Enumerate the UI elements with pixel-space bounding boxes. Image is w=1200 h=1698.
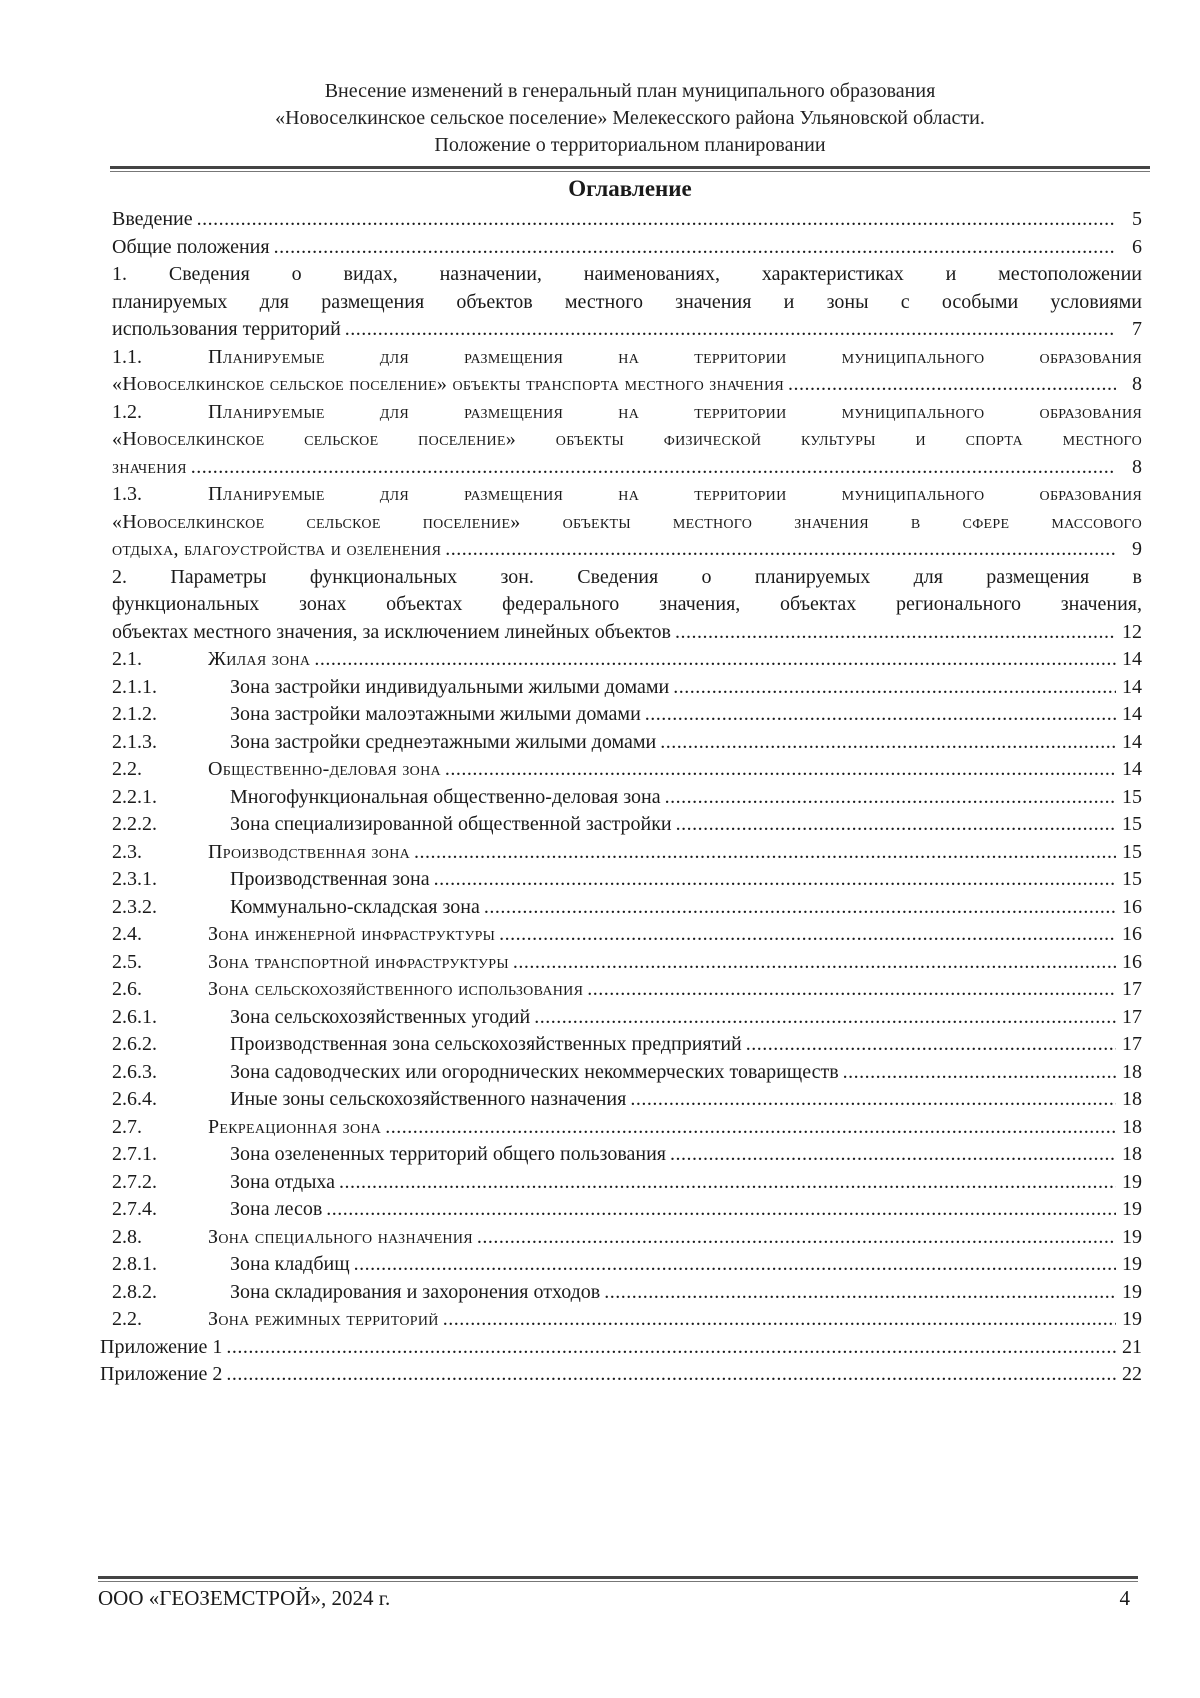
toc-page-number: 14 [1122, 675, 1142, 698]
toc-leader-dots [645, 701, 1116, 729]
toc-entry-text: Зона специализированной общественной застройки [230, 813, 672, 835]
toc-page-number: 16 [1122, 895, 1142, 918]
toc-page-number: 17 [1122, 978, 1142, 1000]
toc-page-number: 14 [1122, 730, 1142, 753]
document-header [110, 78, 1150, 159]
toc-entry-text: Приложение 1 [100, 1335, 223, 1358]
toc-entry-appendix-1[interactable] [100, 1334, 1142, 1362]
toc-page-number: 14 [1122, 703, 1142, 725]
toc-entry-number: 2.2.2. [112, 813, 157, 835]
toc-page-number: 17 [1122, 1005, 1142, 1028]
toc-page-number: 22 [1122, 1363, 1142, 1385]
toc-leader-dots [226, 1361, 1116, 1389]
toc-entry-number: 2.6. [112, 978, 142, 1000]
toc-entry-text: Зона отдыха [230, 1170, 336, 1193]
toc-entry-line: планируемых для размещения объектов местного значения и зоны с особыми условиями [112, 290, 1142, 313]
toc-leader-dots [385, 1114, 1116, 1142]
toc-leader-dots [274, 234, 1116, 262]
header-line-2: «Новоселкинское сельское поселение» Мелекесского района Ульяновской области. [275, 107, 985, 129]
toc-entry-text: Зона застройки среднеэтажными жилыми домами [230, 730, 657, 753]
toc-entry-number: 2.6.2. [112, 1033, 157, 1055]
toc-page-number: 19 [1122, 1253, 1142, 1275]
toc-entry-number: 2.3. [112, 840, 142, 863]
toc-entry-text: Производственная зона [208, 840, 411, 863]
toc-entry-number: 2.7. [112, 1115, 142, 1138]
toc-entry-number: 2.7.4. [112, 1198, 157, 1220]
toc-entry-text: Зона сельскохозяйственных угодий [230, 1005, 531, 1028]
toc-page-number: 12 [1122, 620, 1142, 643]
toc-entry[interactable] [112, 1059, 1142, 1087]
toc-entry-text: Приложение 2 [100, 1363, 223, 1385]
toc-entry-text: Зона застройки малоэтажными жилыми домами [230, 703, 641, 725]
toc-entry[interactable] [112, 949, 1142, 977]
toc-entry[interactable] [112, 811, 1142, 839]
toc-page-number: 14 [1122, 758, 1142, 780]
toc-entry-number: 2.7.1. [112, 1143, 157, 1165]
toc-leader-dots [477, 1224, 1116, 1252]
toc-entry[interactable] [112, 1004, 1142, 1032]
toc-entry-text: Зона озелененных территорий общего пользования [230, 1143, 667, 1165]
header-line-1: Внесение изменений в генеральный план муниципального образования [324, 80, 936, 102]
toc-page-number: 15 [1122, 785, 1142, 808]
toc-entry-text: Многофункциональная общественно-деловая зона [230, 785, 661, 808]
toc-entry-line: Планируемые для размещения на территории муниципального образования [208, 400, 1142, 423]
toc-entry-number: 2.1. [112, 648, 142, 670]
toc-entry-number: 2.1.3. [112, 730, 157, 753]
toc-entry-text: Общественно-деловая зона [208, 758, 441, 780]
toc-leader-dots [675, 619, 1116, 647]
header-rule [110, 166, 1150, 172]
footer-page-number: 4 [1119, 1586, 1130, 1610]
toc-page-number: 15 [1122, 840, 1142, 863]
toc-entry-number: 2.8.2. [112, 1280, 157, 1303]
toc-page-number: 8 [1132, 373, 1142, 395]
toc-leader-dots [788, 371, 1116, 399]
toc-entry-line: «Новоселкинское сельское поселение» объекты физической культуры и спорта местного [112, 428, 1142, 450]
toc-entry-section-1-1[interactable] [112, 344, 1142, 399]
toc-entry-number: 2.6.4. [112, 1088, 157, 1110]
toc-entry[interactable] [112, 646, 1142, 674]
toc-leader-dots [665, 784, 1116, 812]
toc-entry-general[interactable] [112, 234, 1142, 262]
toc-page-number: 19 [1122, 1280, 1142, 1303]
toc-entry-text: Жилая зона [208, 648, 311, 670]
toc-page-number: 15 [1122, 868, 1142, 890]
toc-entry-line: 1. Сведения о видах, назначении, наименованиях, характеристиках и местоположении [112, 263, 1142, 285]
toc-entry-line: функциональных зонах объектах федерального значения, объектах регионального значения, [112, 593, 1142, 615]
toc-leader-dots [513, 949, 1116, 977]
toc-entry-text: Введение [112, 208, 193, 230]
toc-leader-dots [339, 1169, 1116, 1197]
toc-entry-number: 2.6.3. [112, 1060, 157, 1083]
toc-entry-number: 2.7.2. [112, 1170, 157, 1193]
toc-page-number: 5 [1132, 208, 1142, 230]
toc-entry-text: Производственная зона сельскохозяйственных предприятий [230, 1033, 742, 1055]
toc-leader-dots [191, 454, 1116, 482]
toc-entry-section-1-3[interactable] [112, 481, 1142, 564]
toc-page-number: 19 [1122, 1308, 1142, 1330]
toc-entry-number: 2.8.1. [112, 1253, 157, 1275]
toc-entry[interactable] [112, 894, 1142, 922]
toc-leader-dots [226, 1334, 1116, 1362]
toc-leader-dots [484, 894, 1116, 922]
toc-entry-line: значения [112, 455, 187, 478]
toc-page-number: 19 [1122, 1170, 1142, 1193]
toc-entry-number: 2.1.1. [112, 675, 157, 698]
toc-entry-text: Общие положения [112, 235, 270, 258]
toc-leader-dots [434, 866, 1116, 894]
toc-leader-dots [197, 206, 1116, 234]
toc-leader-dots [843, 1059, 1116, 1087]
toc-page-number: 18 [1122, 1088, 1142, 1110]
toc-entry-section-1-2[interactable] [112, 399, 1142, 482]
toc-entry[interactable] [112, 1169, 1142, 1197]
toc-entry[interactable] [112, 1306, 1142, 1334]
toc-entry-number: 2.2. [112, 758, 142, 780]
toc-leader-dots [587, 976, 1116, 1004]
toc-entry[interactable] [112, 1114, 1142, 1142]
toc-entry-number: 2.5. [112, 950, 142, 973]
toc-page-number: 18 [1122, 1143, 1142, 1165]
toc-entry-text: Зона складирования и захоронения отходов [230, 1280, 601, 1303]
toc-entry[interactable] [112, 1141, 1142, 1169]
toc-leader-dots [314, 646, 1116, 674]
toc-entry[interactable] [112, 701, 1142, 729]
toc-entry-number: 2.2.1. [112, 785, 157, 808]
toc-page-number: 18 [1122, 1060, 1142, 1083]
toc-entry-section-1[interactable] [112, 261, 1142, 344]
toc-entry[interactable] [112, 729, 1142, 757]
toc-entry-number: 1.2. [112, 400, 142, 423]
toc-leader-dots [660, 729, 1116, 757]
toc-title: Оглавление [568, 176, 692, 201]
toc-page-number: 7 [1132, 318, 1142, 340]
toc-entry-line: 2. Параметры функциональных зон. Сведения о планируемых для размещения в [112, 565, 1142, 588]
toc-entry-number: 1.1. [112, 345, 142, 368]
toc-entry-line: использования территорий [112, 318, 341, 340]
toc-entry-text: Зона лесов [230, 1198, 323, 1220]
footer-rule [98, 1576, 1138, 1582]
toc-entry[interactable] [112, 839, 1142, 867]
toc-entry[interactable] [112, 674, 1142, 702]
toc-page-number: 16 [1122, 950, 1142, 973]
toc-leader-dots [676, 811, 1116, 839]
toc-subsection-list [112, 646, 1142, 1334]
toc-page-number: 15 [1122, 813, 1142, 835]
toc-entry-number: 2.6.1. [112, 1005, 157, 1028]
toc-entry-text: Производственная зона [230, 868, 430, 890]
toc-entry[interactable] [112, 756, 1142, 784]
toc-entry[interactable] [112, 866, 1142, 894]
footer-company: ООО «ГЕОЗЕМСТРОЙ», 2024 г. [98, 1586, 391, 1610]
toc-leader-dots [499, 921, 1116, 949]
toc-entry[interactable] [112, 921, 1142, 949]
toc-entry-text: Зона транспортной инфраструктуры [208, 950, 509, 973]
toc-leader-dots [345, 316, 1116, 344]
toc-entry-number: 2.4. [112, 923, 142, 945]
toc-leader-dots [746, 1031, 1116, 1059]
toc-entry[interactable] [112, 1279, 1142, 1307]
toc-entry-text: Зона садоводческих или огороднических некоммерческих товариществ [230, 1060, 839, 1083]
toc-page-number: 19 [1122, 1225, 1142, 1248]
toc-entry[interactable] [112, 1224, 1142, 1252]
toc-entry-number: 1.3. [112, 483, 142, 505]
toc-entry[interactable] [112, 1086, 1142, 1114]
toc-entry-text: Коммунально-складская зона [230, 895, 480, 918]
toc-leader-dots [630, 1086, 1116, 1114]
toc-entry[interactable] [112, 784, 1142, 812]
toc-entry[interactable] [112, 976, 1142, 1004]
toc-leader-dots [354, 1251, 1116, 1279]
toc-entry-text: Рекреационная зона [208, 1115, 382, 1138]
toc-page-number: 9 [1132, 538, 1142, 560]
toc-leader-dots [673, 674, 1116, 702]
toc-entry-line: Планируемые для размещения на территории муниципального образования [208, 345, 1142, 368]
toc-entry-text: Зона специального назначения [208, 1225, 473, 1248]
toc-page-number: 8 [1132, 455, 1142, 478]
toc-page-number: 19 [1122, 1198, 1142, 1220]
toc-page-number: 14 [1122, 648, 1142, 670]
toc-entry-line: «Новоселкинское сельское поселение» объекты местного значения в сфере массового [112, 510, 1142, 533]
toc-leader-dots [534, 1004, 1116, 1032]
toc-entry-text: Зона застройки индивидуальными жилыми домами [230, 675, 670, 698]
toc-entry-number: 2.3.2. [112, 895, 157, 918]
toc-leader-dots [326, 1196, 1116, 1224]
toc-leader-dots [445, 756, 1116, 784]
toc-entry-number: 2.8. [112, 1225, 142, 1248]
toc-entry[interactable] [112, 1251, 1142, 1279]
toc-entry-line: отдыха, благоустройства и озеленения [112, 538, 442, 560]
toc-entry-text: Иные зоны сельскохозяйственного назначения [230, 1088, 627, 1110]
toc-entry-text: Зона режимных территорий [208, 1308, 439, 1330]
toc-entry-text: Зона сельскохозяйственного использования [208, 978, 584, 1000]
toc-entry-number: 2.2. [112, 1308, 142, 1330]
header-line-3: Положение о территориальном планировании [434, 134, 826, 156]
toc-entry-appendix-2[interactable] [100, 1361, 1142, 1389]
toc-leader-dots [443, 1306, 1116, 1334]
toc-entry-line: Планируемые для размещения на территории муниципального образования [208, 483, 1142, 505]
toc-entry-line: «Новоселкинское сельское поселение» объекты транспорта местного значения [112, 373, 784, 395]
toc-page-number: 16 [1122, 923, 1142, 945]
toc-entry-number: 2.1.2. [112, 703, 157, 725]
toc-entry-number: 2.3.1. [112, 868, 157, 890]
toc-entry-intro[interactable] [112, 206, 1142, 234]
toc-entry-section-2[interactable] [112, 564, 1142, 647]
table-of-contents [100, 206, 1142, 1389]
toc-leader-dots [670, 1141, 1116, 1169]
toc-entry[interactable] [112, 1196, 1142, 1224]
toc-leader-dots [604, 1279, 1116, 1307]
toc-entry-line: объектах местного значения, за исключением линейных объектов [112, 620, 671, 643]
toc-page-number: 17 [1122, 1033, 1142, 1055]
toc-leader-dots [445, 536, 1116, 564]
toc-entry-text: Зона кладбищ [230, 1253, 350, 1275]
toc-page-number: 18 [1122, 1115, 1142, 1138]
toc-leader-dots [414, 839, 1116, 867]
toc-entry-text: Зона инженерной инфраструктуры [208, 923, 496, 945]
toc-page-number: 6 [1132, 235, 1142, 258]
toc-entry[interactable] [112, 1031, 1142, 1059]
toc-page-number: 21 [1122, 1335, 1142, 1358]
